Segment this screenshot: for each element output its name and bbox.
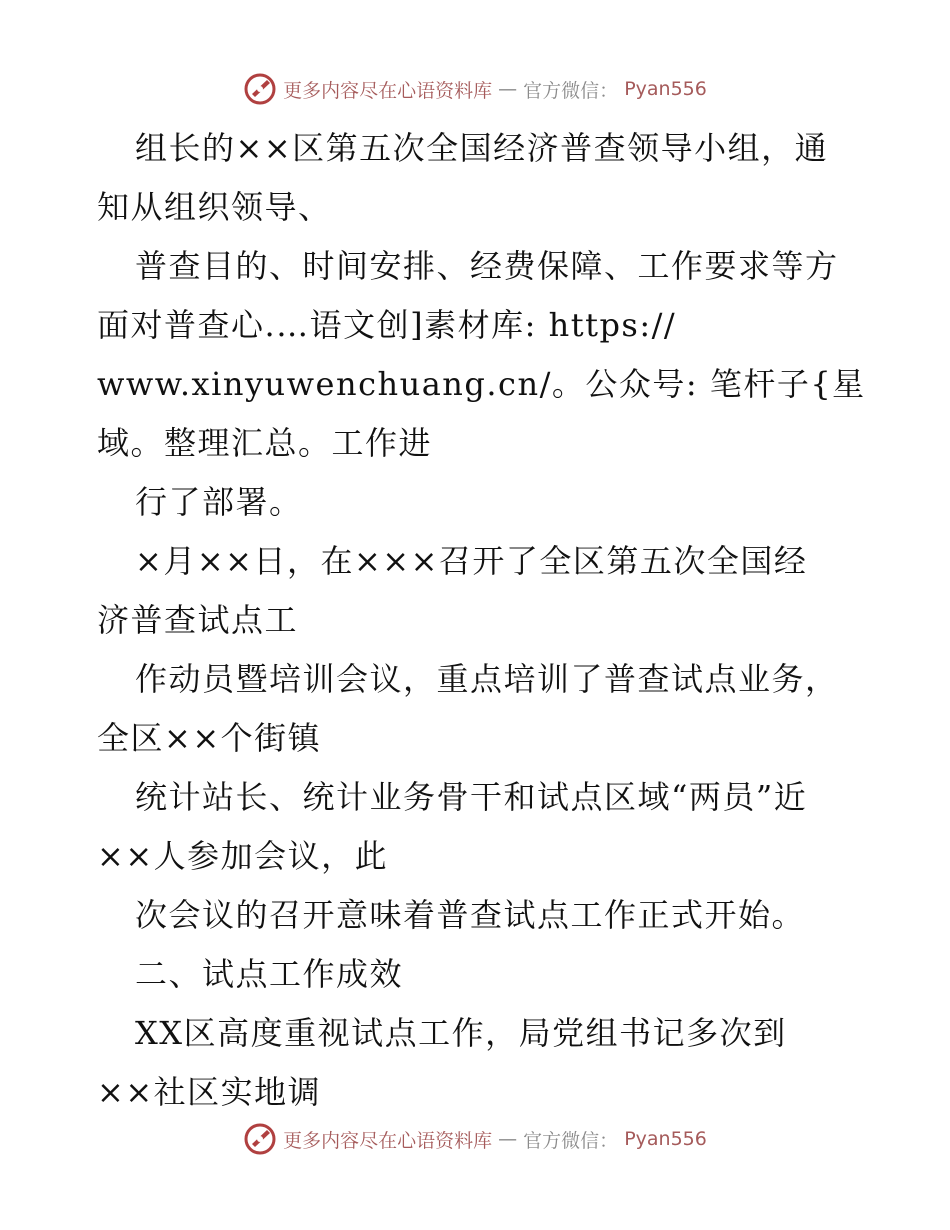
text-line: 作动员暨培训会议，重点培训了普查试点业务， xyxy=(135,660,839,698)
banner-main-text: 更多内容尽在心语资料库 xyxy=(283,1129,493,1152)
banner-wechat-label: 官方微信： xyxy=(523,79,619,102)
text-line: www.xinyuwenchuang.cn/。公众号: 笔杆子{星 xyxy=(97,365,866,403)
text-line: 次会议的召开意味着普查试点工作正式开始。 xyxy=(135,896,806,934)
text-line: ××社区实地调 xyxy=(97,1073,322,1111)
text-line: 统计站长、统计业务骨干和试点区域“两员”近 xyxy=(135,778,808,816)
header-watermark-banner xyxy=(0,72,950,106)
document-body xyxy=(97,119,866,1122)
logo-icon xyxy=(243,72,277,106)
text-line: 济普查试点工 xyxy=(97,601,299,639)
text-line: 面对普查心.…语文创]素材库: https:// xyxy=(97,306,677,344)
banner-main-text: 更多内容尽在心语资料库 xyxy=(283,79,493,102)
banner-separator: — xyxy=(498,78,518,100)
banner-wechat-label: 官方微信： xyxy=(523,1129,619,1152)
footer-watermark-banner xyxy=(0,1122,950,1156)
text-line: 域。整理汇总。工作进 xyxy=(97,424,433,462)
text-line: 知从组织领导、 xyxy=(97,188,332,226)
banner-wechat-id: Pyan556 xyxy=(624,78,707,100)
banner-wechat-id: Pyan556 xyxy=(624,1128,707,1150)
text-line: 组长的××区第五次全国经济普查领导小组，通 xyxy=(135,129,829,167)
text-line: 普查目的、时间安排、经费保障、工作要求等方 xyxy=(135,247,839,285)
text-line: ××人参加会议，此 xyxy=(97,837,389,875)
banner-separator: — xyxy=(498,1128,518,1150)
text-line: ×月××日，在×××召开了全区第五次全国经 xyxy=(135,542,808,580)
text-line: 行了部署。 xyxy=(135,483,303,521)
text-line: XX区高度重视试点工作，局党组书记多次到 xyxy=(135,1014,787,1052)
section-heading: 二、试点工作成效 xyxy=(135,955,404,993)
text-line: 全区××个街镇 xyxy=(97,719,322,757)
logo-icon xyxy=(243,1122,277,1156)
